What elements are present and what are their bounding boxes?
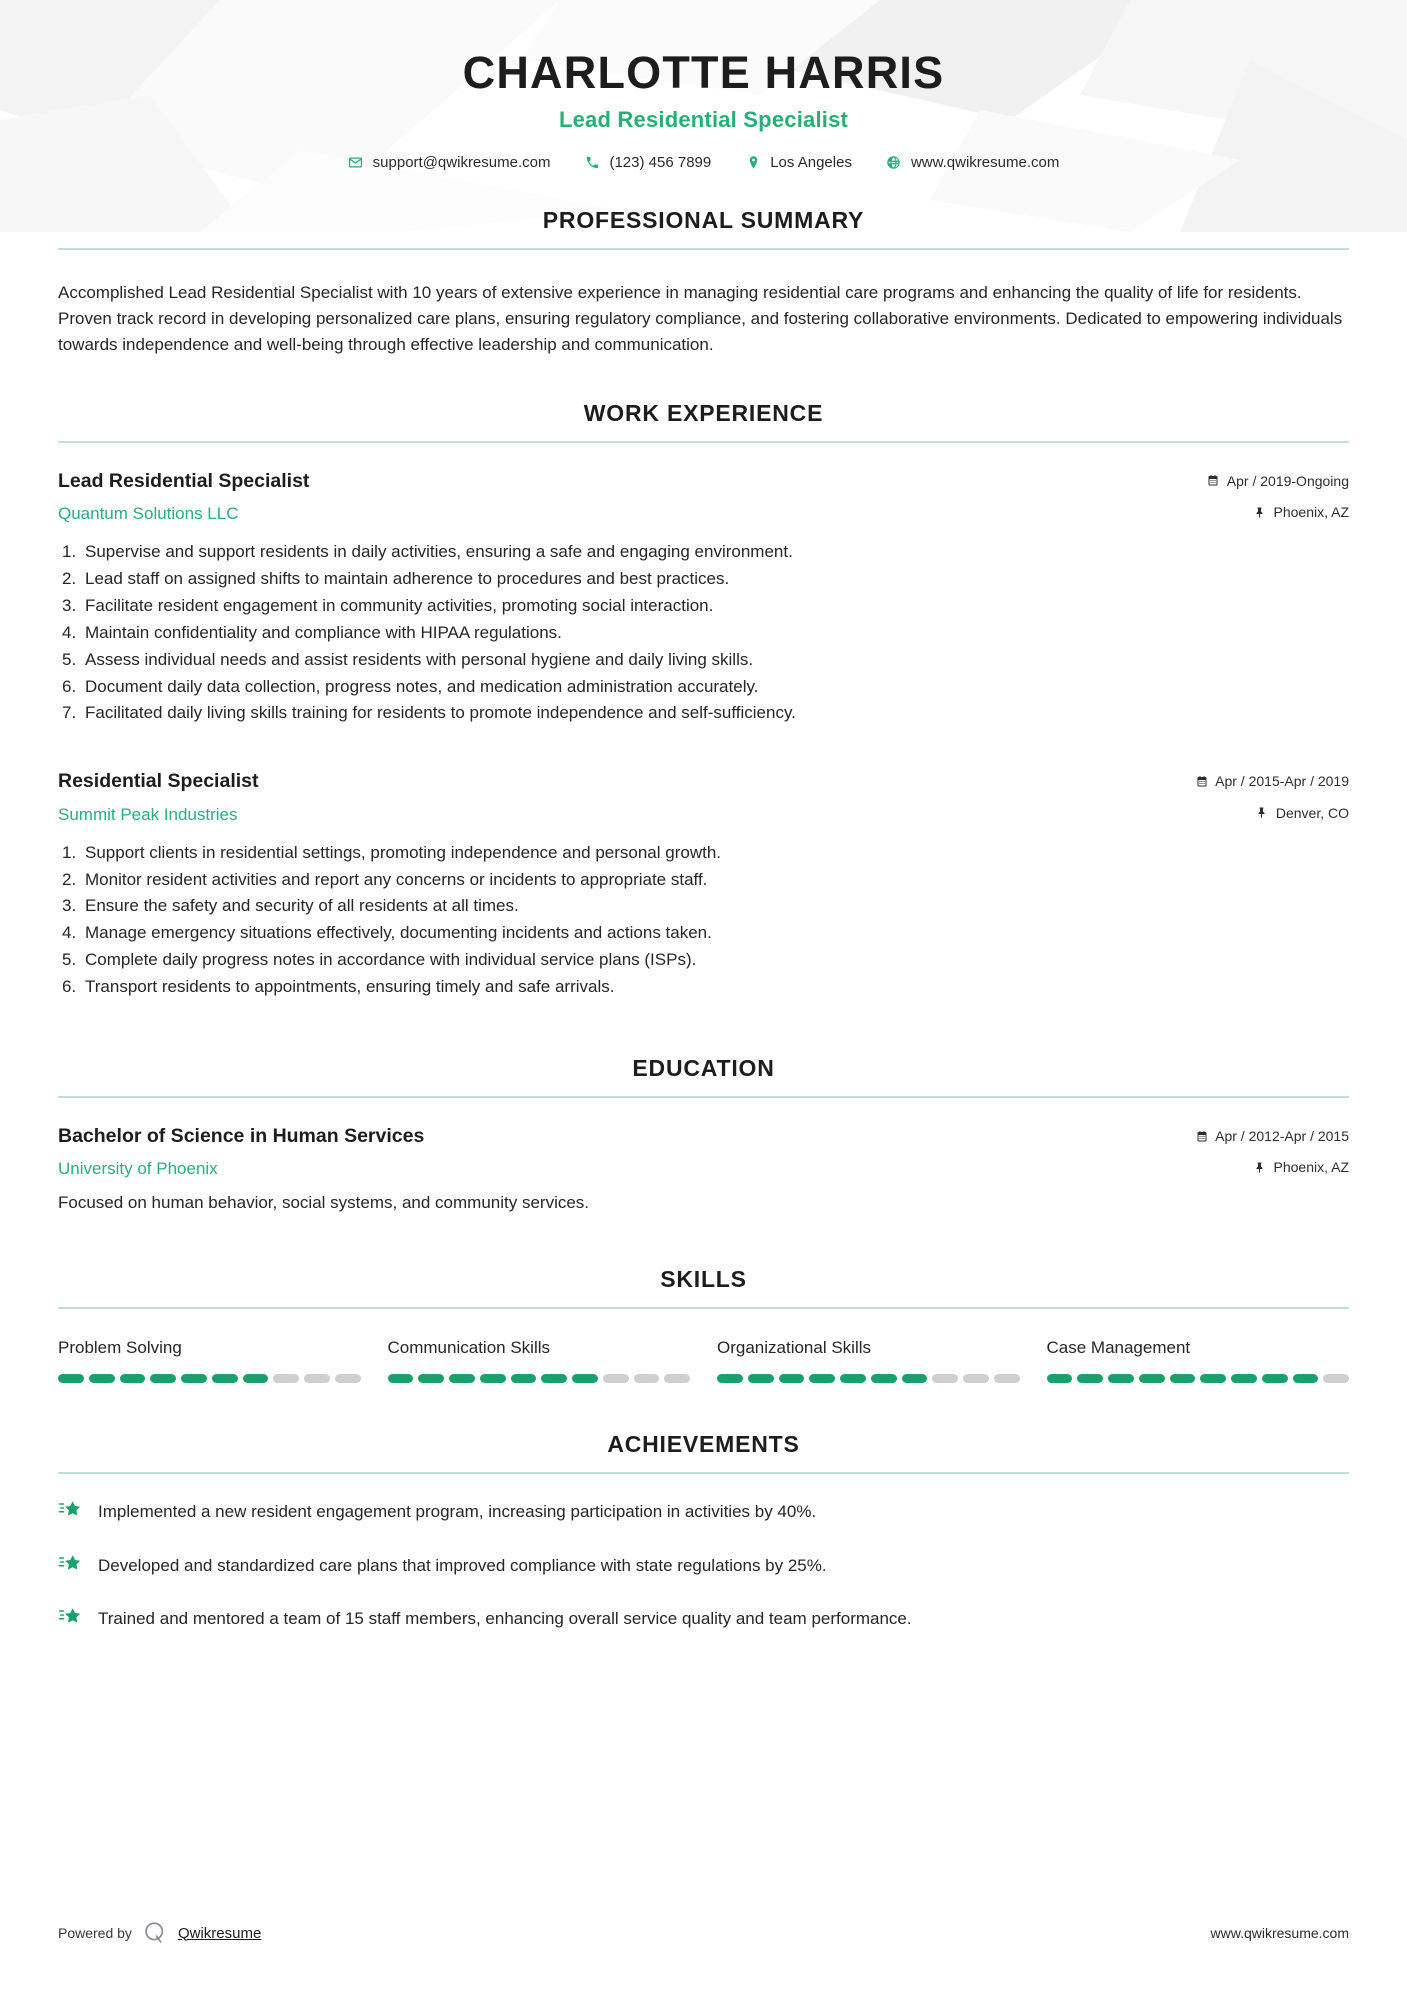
skill-segment-empty (634, 1374, 660, 1383)
list-item (58, 920, 1349, 947)
bullet-text: Maintain confidentiality and compliance with HIPAA regulations. (85, 622, 562, 642)
globe-icon (886, 155, 902, 171)
skill-segment-filled (1262, 1374, 1288, 1383)
skill-segment-filled (511, 1374, 537, 1383)
skill-segment-empty (1323, 1374, 1349, 1383)
skill-segment-filled (809, 1374, 835, 1383)
bullet-text: Manage emergency situations effectively, documenting incidents and actions taken. (85, 923, 712, 943)
pushpin-icon (1254, 1160, 1267, 1174)
bullet-number: 2. (62, 569, 77, 589)
bullet-text: Facilitate resident engagement in community activities, promoting social interaction. (85, 596, 714, 616)
skill-rating-bar (58, 1374, 361, 1383)
achievement-item (58, 1500, 1349, 1525)
section-title-work: WORK EXPERIENCE (583, 399, 824, 426)
section-education (0, 1055, 1407, 1216)
section-title-education: EDUCATION (632, 1054, 775, 1081)
bullet-text: Lead staff on assigned shifts to maintain adherence to procedures and best practices. (85, 569, 730, 589)
skill-segment-empty (603, 1374, 629, 1383)
list-item (58, 867, 1349, 894)
skill-segment-empty (273, 1374, 299, 1383)
skill-segment-filled (572, 1374, 598, 1383)
phone-icon (584, 155, 600, 171)
bullet-number: 4. (62, 923, 77, 943)
candidate-name: CHARLOTTE HARRIS (462, 47, 945, 98)
skill-label: Organizational Skills (717, 1337, 872, 1357)
bullet-text: Ensure the safety and security of all residents at all times. (85, 896, 519, 916)
achievement-text: Trained and mentored a team of 15 staff members, enhancing overall service quality and team performance. (98, 1609, 912, 1629)
job-location (1129, 503, 1349, 521)
company-name: Quantum Solutions LLC (58, 504, 239, 524)
contact-phone-text: (123) 456 7899 (609, 154, 712, 172)
shooting-star-icon (58, 1553, 83, 1577)
list-item (58, 620, 1349, 647)
page-footer (0, 1920, 1407, 1946)
location-pin-icon (745, 155, 761, 171)
skill-segment-empty (932, 1374, 958, 1383)
bullet-text: Monitor resident activities and report any concerns or incidents to appropriate staff. (85, 869, 708, 889)
section-skills (0, 1266, 1407, 1383)
achievements-list (58, 1500, 1349, 1632)
bullet-text: Transport residents to appointments, ensuring timely and safe arrivals. (85, 977, 615, 997)
contact-location (728, 154, 869, 171)
skill-item (1047, 1337, 1350, 1383)
skill-segment-filled (243, 1374, 269, 1383)
bullet-number: 6. (62, 977, 77, 997)
skill-segment-empty (335, 1374, 361, 1383)
bullet-text: Supervise and support residents in daily activities, ensuring a safe and engaging environment. (85, 542, 793, 562)
education-date (1129, 1127, 1349, 1145)
job-date (1129, 472, 1349, 490)
list-item (58, 566, 1349, 593)
footer-url[interactable]: www.qwikresume.com (1210, 1925, 1349, 1941)
achievement-item (58, 1554, 1349, 1579)
job-date-text: Apr / 2019-Ongoing (1226, 472, 1349, 489)
list-item (58, 539, 1349, 566)
company-name: Summit Peak Industries (58, 804, 238, 824)
job-responsibilities (58, 840, 1349, 1001)
education-entry (58, 1124, 1349, 1216)
section-divider (58, 248, 1349, 250)
skill-item (58, 1337, 361, 1383)
bullet-number: 5. (62, 950, 77, 970)
skill-segment-filled (1170, 1374, 1196, 1383)
bullet-text: Facilitated daily living skills training for residents to promote independence and self-sufficiency. (85, 703, 796, 723)
bullet-number: 3. (62, 896, 77, 916)
section-divider (58, 441, 1349, 443)
skill-segment-filled (418, 1374, 444, 1383)
skill-segment-filled (1293, 1374, 1319, 1383)
list-item (58, 840, 1349, 867)
powered-by-label: Powered by (58, 1925, 132, 1941)
pushpin-icon (1254, 505, 1267, 519)
bullet-number: 2. (62, 869, 77, 889)
email-icon (348, 155, 364, 171)
bullet-number: 1. (62, 542, 77, 562)
section-divider (58, 1307, 1349, 1309)
skill-item (388, 1337, 691, 1383)
achievement-text: Implemented a new resident engagement program, increasing participation in activities by 40%. (98, 1501, 817, 1521)
skill-segment-filled (1077, 1374, 1103, 1383)
calendar-icon (1195, 1129, 1208, 1143)
section-work-experience (0, 400, 1407, 1001)
powered-by (58, 1920, 261, 1946)
contact-location-text: Los Angeles (770, 154, 852, 172)
job-responsibilities (58, 539, 1349, 727)
skill-segment-filled (1047, 1374, 1073, 1383)
list-item (58, 893, 1349, 920)
job-location-text: Phoenix, AZ (1273, 504, 1349, 521)
bullet-number: 6. (62, 676, 77, 696)
section-title-skills: SKILLS (660, 1265, 747, 1292)
skill-segment-filled (779, 1374, 805, 1383)
skill-segment-filled (388, 1374, 414, 1383)
contact-phone[interactable] (567, 154, 728, 171)
qwikresume-brand-link[interactable]: Qwikresume (177, 1924, 262, 1942)
section-title-summary: PROFESSIONAL SUMMARY (542, 207, 865, 234)
list-item (58, 647, 1349, 674)
job-title: Residential Specialist (58, 770, 259, 793)
skill-label: Case Management (1046, 1337, 1191, 1357)
skill-segment-empty (304, 1374, 330, 1383)
contact-email[interactable] (331, 154, 568, 171)
section-achievements (0, 1431, 1407, 1632)
summary-text: Accomplished Lead Residential Specialist with 10 years of extensive experience in managing residential care programs and enhancing the quality of life for residents. Proven track record in developing personalized care plans, ensuring regulatory compliance, and fostering collaborative environments. Dedicated to empowering individuals towards independence and well-being through effective leadership and communication. (58, 283, 1343, 355)
skill-rating-bar (388, 1374, 691, 1383)
education-location (1129, 1158, 1349, 1176)
pushpin-icon (1256, 806, 1269, 820)
job-location-text: Denver, CO (1275, 804, 1349, 821)
skill-segment-filled (748, 1374, 774, 1383)
skill-segment-filled (89, 1374, 115, 1383)
skill-segment-filled (902, 1374, 928, 1383)
skill-segment-filled (212, 1374, 238, 1383)
resume-header (0, 0, 1407, 171)
work-entry (58, 769, 1349, 1001)
skill-segment-empty (664, 1374, 690, 1383)
skill-segment-filled (181, 1374, 207, 1383)
shooting-star-icon (58, 1606, 83, 1630)
skill-segment-filled (449, 1374, 475, 1383)
skill-label: Communication Skills (387, 1337, 550, 1357)
list-item (58, 593, 1349, 620)
bullet-text: Assess individual needs and assist residents with personal hygiene and daily living skills. (85, 649, 754, 669)
skill-item (717, 1337, 1020, 1383)
list-item (58, 974, 1349, 1001)
skill-segment-filled (717, 1374, 743, 1383)
bullet-number: 4. (62, 622, 77, 642)
job-date-text: Apr / 2015-Apr / 2019 (1215, 773, 1349, 790)
skill-segment-filled (1108, 1374, 1134, 1383)
skill-label: Problem Solving (58, 1337, 182, 1357)
skill-rating-bar (1047, 1374, 1350, 1383)
skill-segment-filled (1200, 1374, 1226, 1383)
contact-website-text: www.qwikresume.com (910, 154, 1060, 172)
skill-segment-filled (480, 1374, 506, 1383)
bullet-number: 3. (62, 596, 77, 616)
skill-segment-filled (840, 1374, 866, 1383)
work-entry (58, 469, 1349, 727)
list-item (58, 674, 1349, 701)
skill-segment-filled (150, 1374, 176, 1383)
skill-segment-filled (1139, 1374, 1165, 1383)
contact-email-text: support@qwikresume.com (372, 154, 551, 172)
qwikresume-logo-icon (142, 1920, 168, 1946)
skill-segment-filled (871, 1374, 897, 1383)
skill-segment-filled (541, 1374, 567, 1383)
job-title: Lead Residential Specialist (58, 469, 310, 492)
calendar-icon (1195, 774, 1208, 788)
list-item (58, 700, 1349, 727)
section-title-achievements: ACHIEVEMENTS (607, 1430, 800, 1457)
candidate-role: Lead Residential Specialist (558, 107, 849, 133)
calendar-icon (1207, 474, 1220, 488)
degree-title: Bachelor of Science in Human Services (58, 1124, 425, 1147)
skill-segment-filled (1231, 1374, 1257, 1383)
shooting-star-icon (58, 1499, 83, 1523)
achievement-text: Developed and standardized care plans that improved compliance with state regulations by 25%. (98, 1555, 827, 1575)
education-location-text: Phoenix, AZ (1273, 1159, 1349, 1176)
skill-segment-filled (120, 1374, 146, 1383)
bullet-text: Complete daily progress notes in accordance with individual service plans (ISPs). (85, 950, 697, 970)
bullet-text: Document daily data collection, progress notes, and medication administration accurately. (85, 676, 759, 696)
skills-grid (58, 1337, 1349, 1383)
skill-segment-empty (994, 1374, 1020, 1383)
school-name: University of Phoenix (58, 1159, 218, 1179)
achievement-item (58, 1607, 1349, 1632)
bullet-number: 7. (62, 703, 77, 723)
bullet-text: Support clients in residential settings, promoting independence and personal growth. (85, 842, 722, 862)
section-divider (58, 1096, 1349, 1098)
section-professional-summary (0, 207, 1407, 357)
contact-website[interactable] (869, 154, 1076, 171)
education-description: Focused on human behavior, social systems, and community services. (58, 1193, 590, 1213)
job-location (1129, 804, 1349, 822)
education-date-text: Apr / 2012-Apr / 2015 (1215, 1127, 1349, 1144)
bullet-number: 5. (62, 649, 77, 669)
skill-segment-empty (963, 1374, 989, 1383)
contact-bar (0, 154, 1407, 171)
section-divider (58, 1472, 1349, 1474)
list-item (58, 947, 1349, 974)
job-date (1129, 772, 1349, 790)
skill-segment-filled (58, 1374, 84, 1383)
bullet-number: 1. (62, 842, 77, 862)
skill-rating-bar (717, 1374, 1020, 1383)
